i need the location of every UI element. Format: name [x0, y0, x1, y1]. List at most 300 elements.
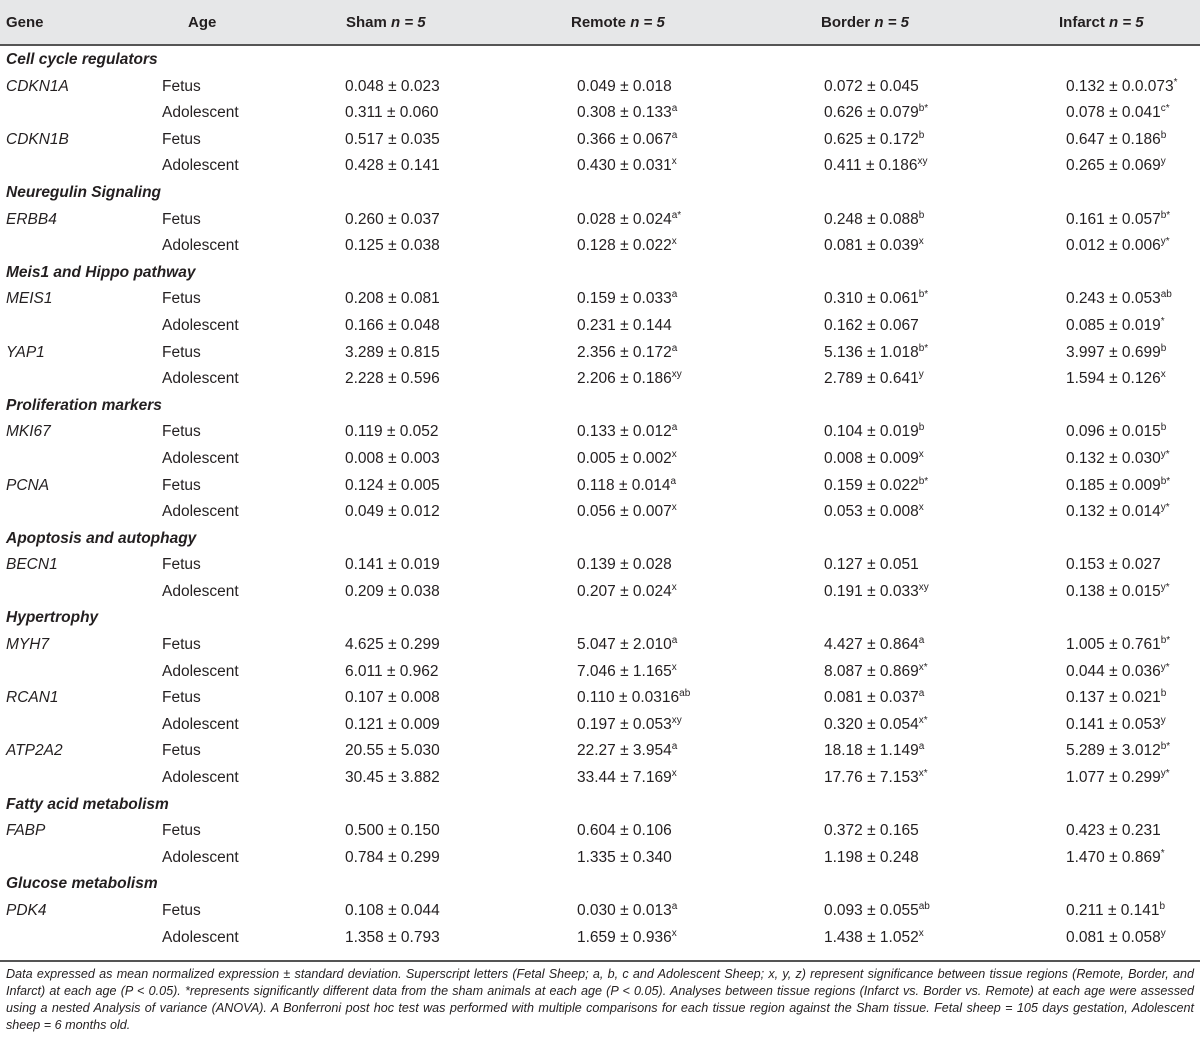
gene-cell	[6, 290, 53, 308]
gene-cell-value: FABP	[6, 822, 46, 840]
age-cell	[162, 370, 239, 388]
group-label: Glucose metabolism	[6, 875, 158, 893]
sham-cell	[345, 290, 440, 308]
border-cell-value: 0.008 ± 0.009	[824, 449, 919, 467]
significance-superscript: y*	[1160, 448, 1170, 460]
table-row	[0, 578, 1200, 605]
infarct-cell	[1066, 131, 1166, 149]
sham-cell	[345, 716, 440, 734]
age-cell-value: Fetus	[162, 343, 201, 361]
remote-cell-value: 0.005 ± 0.002	[577, 449, 672, 467]
gene-cell	[6, 423, 51, 441]
age-cell-value: Fetus	[162, 423, 201, 441]
significance-superscript: b	[1159, 901, 1166, 912]
significance-superscript: b*	[918, 475, 929, 487]
gene-cell	[6, 344, 45, 362]
age-cell-value: Adolescent	[162, 928, 239, 946]
border-cell	[824, 902, 930, 920]
group-header-row	[0, 179, 1200, 206]
significance-superscript: a	[671, 422, 678, 434]
significance-superscript: c*	[1160, 103, 1170, 115]
infarct-cell	[1066, 849, 1165, 867]
sham-cell-value: 0.311 ± 0.060	[345, 104, 439, 122]
remote-cell	[577, 716, 682, 734]
sham-cell	[345, 211, 440, 229]
significance-superscript: y	[1160, 156, 1166, 168]
group-header-row	[0, 870, 1200, 897]
sham-cell-value: 0.209 ± 0.038	[345, 582, 440, 600]
significance-superscript: a	[918, 688, 925, 700]
gene-cell	[6, 742, 63, 760]
border-cell	[824, 290, 928, 308]
age-cell	[162, 742, 201, 760]
sham-cell	[345, 477, 440, 495]
infarct-cell	[1066, 663, 1170, 681]
infarct-cell	[1066, 929, 1166, 947]
border-cell-value: 0.626 ± 0.079	[824, 104, 919, 122]
significance-superscript: a	[671, 741, 678, 753]
sham-cell	[345, 237, 440, 255]
table-row	[0, 924, 1200, 951]
age-cell	[162, 104, 239, 122]
infarct-cell-value: 0.138 ± 0.015	[1066, 582, 1161, 600]
significance-superscript: x	[918, 927, 924, 939]
age-cell	[162, 211, 201, 229]
table-row	[0, 418, 1200, 445]
sham-cell	[345, 636, 440, 654]
remote-cell	[577, 663, 677, 681]
sham-cell	[345, 344, 440, 362]
age-cell-value: Fetus	[162, 742, 201, 760]
significance-superscript: xy	[671, 714, 682, 726]
age-cell	[162, 689, 201, 707]
remote-cell	[577, 290, 677, 308]
infarct-cell	[1066, 822, 1161, 840]
remote-cell	[577, 237, 677, 255]
age-cell-value: Fetus	[162, 290, 201, 308]
border-cell-value: 0.053 ± 0.008	[824, 503, 919, 521]
sham-cell-value: 30.45 ± 3.882	[345, 769, 440, 787]
sham-cell	[345, 769, 440, 787]
border-cell	[824, 556, 919, 574]
age-cell-value: Adolescent	[162, 582, 239, 600]
group-header-row	[0, 392, 1200, 419]
table-bottom-rule	[0, 960, 1200, 962]
infarct-cell	[1066, 450, 1170, 468]
age-cell-value: Fetus	[162, 77, 201, 95]
infarct-cell	[1066, 211, 1170, 229]
infarct-cell-value: 0.137 ± 0.021	[1066, 689, 1161, 707]
significance-superscript: x	[671, 156, 677, 168]
header-sham: Sham n = 5	[346, 14, 426, 31]
table-body	[0, 46, 1200, 950]
remote-cell-value: 33.44 ± 7.169	[577, 769, 672, 787]
age-cell-value: Adolescent	[162, 104, 239, 122]
age-cell-value: Adolescent	[162, 316, 239, 334]
group-header-row	[0, 525, 1200, 552]
sham-cell	[345, 78, 440, 96]
remote-cell-value: 0.604 ± 0.106	[577, 822, 672, 840]
significance-superscript: x	[671, 927, 677, 939]
table-row	[0, 73, 1200, 100]
significance-superscript: b	[1160, 422, 1167, 434]
remote-cell	[577, 902, 677, 920]
remote-cell-value: 0.028 ± 0.024	[577, 210, 672, 228]
age-cell	[162, 849, 239, 867]
border-cell-value: 0.162 ± 0.067	[824, 316, 919, 334]
sham-cell-value: 1.358 ± 0.793	[345, 928, 440, 946]
age-cell-value: Adolescent	[162, 157, 239, 175]
sham-cell	[345, 689, 440, 707]
remote-cell	[577, 689, 690, 707]
gene-cell-value: CDKN1A	[6, 77, 69, 95]
significance-superscript: y*	[1160, 661, 1170, 673]
gene-cell-value: MEIS1	[6, 290, 53, 308]
remote-cell	[577, 849, 672, 867]
infarct-cell	[1066, 290, 1172, 308]
age-cell-value: Fetus	[162, 636, 201, 654]
sham-cell-value: 0.124 ± 0.005	[345, 476, 440, 494]
border-cell	[824, 477, 928, 495]
table-row	[0, 764, 1200, 791]
sham-cell	[345, 131, 440, 149]
infarct-cell	[1066, 503, 1170, 521]
infarct-cell-value: 0.081 ± 0.058	[1066, 928, 1161, 946]
sham-cell	[345, 370, 440, 388]
border-cell-value: 0.127 ± 0.051	[824, 556, 919, 574]
border-cell-value: 0.310 ± 0.061	[824, 290, 919, 308]
sham-cell-value: 0.121 ± 0.009	[345, 715, 440, 733]
group-label: Cell cycle regulators	[6, 51, 158, 68]
infarct-cell-value: 1.594 ± 0.126	[1066, 370, 1161, 388]
sham-cell-value: 0.784 ± 0.299	[345, 848, 440, 866]
border-cell	[824, 663, 928, 681]
significance-superscript: y	[918, 369, 924, 381]
age-cell-value: Adolescent	[162, 848, 239, 866]
significance-superscript: y*	[1160, 236, 1170, 248]
group-label: Apoptosis and autophagy	[6, 529, 197, 547]
remote-cell-value: 0.159 ± 0.033	[577, 290, 672, 308]
remote-cell-value: 2.356 ± 0.172	[577, 343, 672, 361]
sham-cell-value: 3.289 ± 0.815	[345, 343, 440, 361]
significance-superscript: xy	[918, 581, 929, 593]
age-cell-value: Fetus	[162, 130, 201, 148]
infarct-cell	[1066, 423, 1166, 441]
border-cell-value: 0.093 ± 0.055	[824, 902, 919, 919]
table-row	[0, 206, 1200, 233]
infarct-cell-value: 0.647 ± 0.186	[1066, 130, 1161, 148]
sham-cell	[345, 317, 440, 335]
significance-superscript: b	[918, 209, 925, 221]
infarct-cell	[1066, 902, 1165, 920]
significance-superscript: a	[671, 635, 678, 647]
table-row	[0, 232, 1200, 259]
table-row	[0, 658, 1200, 685]
significance-superscript: x	[1160, 369, 1166, 381]
table-row	[0, 99, 1200, 126]
table-footnote: Data expressed as mean normalized expression ± standard deviation. Superscript letters (Fetal Sheep; a, b, c and Adolescent Sheep; x, y, z) represent significance between tissue regions (Remote, Border, and Infarct) at each age (P < 0.05). *represents significantly different data from the sham animals at each age (P < 0.05). Analyses between tissue regions (Infarct vs. Border vs. Remote) at each age were assessed using a nested Analysis of variance (ANOVA). A Bonferroni post hoc test was performed with multiple comparisons for each tissue region against the Sham tissue. Fetal sheep = 105 days gestation, Adolescent sheep = 6 months old.	[6, 967, 1194, 1033]
gene-cell	[6, 822, 45, 840]
table-row	[0, 365, 1200, 392]
gene-cell-value: ERBB4	[6, 210, 57, 228]
gene-cell	[6, 689, 59, 707]
border-cell-value: 0.159 ± 0.022	[824, 476, 919, 494]
significance-superscript: y	[1160, 714, 1166, 726]
table-row	[0, 312, 1200, 339]
table-row	[0, 817, 1200, 844]
group-label: Fatty acid metabolism	[6, 795, 169, 813]
border-cell-value: 0.081 ± 0.037	[824, 689, 919, 707]
significance-superscript: x	[671, 502, 677, 514]
significance-superscript: x	[918, 448, 924, 460]
significance-superscript: x	[918, 502, 924, 514]
group-header-row	[0, 791, 1200, 818]
infarct-cell	[1066, 769, 1170, 787]
remote-cell	[577, 503, 677, 521]
sham-cell	[345, 583, 440, 601]
remote-cell-value: 0.133 ± 0.012	[577, 423, 672, 441]
border-cell	[824, 742, 924, 760]
group-label: Hypertrophy	[6, 609, 99, 627]
remote-cell	[577, 556, 672, 574]
sham-cell-value: 6.011 ± 0.962	[345, 662, 439, 680]
table-row	[0, 339, 1200, 366]
remote-cell	[577, 78, 672, 96]
sham-cell-value: 0.125 ± 0.038	[345, 237, 440, 255]
border-cell-value: 0.411 ± 0.186	[824, 157, 918, 175]
significance-superscript: a	[671, 342, 678, 354]
infarct-cell-value: 5.289 ± 3.012	[1066, 742, 1161, 760]
header-age: Age	[188, 14, 217, 31]
remote-cell	[577, 423, 677, 441]
remote-cell-value: 0.056 ± 0.007	[577, 503, 672, 521]
remote-cell-value: 2.206 ± 0.186	[577, 370, 672, 388]
sham-cell-value: 0.428 ± 0.141	[345, 157, 440, 175]
border-cell	[824, 78, 919, 96]
table-row	[0, 684, 1200, 711]
sham-cell-value: 0.048 ± 0.023	[345, 77, 440, 95]
infarct-cell-value: 0.044 ± 0.036	[1066, 662, 1161, 680]
age-cell	[162, 583, 239, 601]
table-row	[0, 498, 1200, 525]
border-cell	[824, 929, 924, 947]
age-cell	[162, 503, 239, 521]
remote-cell	[577, 929, 677, 947]
table-row	[0, 897, 1200, 924]
sham-cell-value: 0.049 ± 0.012	[345, 503, 440, 521]
table-row	[0, 152, 1200, 179]
remote-cell-value: 0.366 ± 0.067	[577, 130, 672, 148]
remote-cell-value: 0.308 ± 0.133	[577, 104, 672, 122]
infarct-cell-value: 0.185 ± 0.009	[1066, 476, 1161, 494]
infarct-cell	[1066, 78, 1178, 96]
age-cell	[162, 636, 201, 654]
remote-cell	[577, 822, 672, 840]
table-row	[0, 126, 1200, 153]
age-cell	[162, 450, 239, 468]
sham-cell	[345, 929, 440, 947]
infarct-cell-value: 0.132 ± 0.030	[1066, 449, 1161, 467]
remote-cell-value: 0.207 ± 0.024	[577, 582, 672, 600]
sham-cell	[345, 423, 439, 441]
gene-cell-value: CDKN1B	[6, 130, 69, 148]
border-cell	[824, 822, 919, 840]
significance-superscript: xy	[671, 369, 682, 381]
significance-superscript: b*	[1160, 475, 1171, 487]
table-row	[0, 631, 1200, 658]
age-cell-value: Fetus	[162, 556, 201, 574]
age-cell	[162, 237, 239, 255]
gene-cell-value: PCNA	[6, 476, 50, 494]
sham-cell	[345, 556, 440, 574]
significance-superscript: x	[671, 448, 677, 460]
sham-cell-value: 20.55 ± 5.030	[345, 742, 440, 760]
border-cell-value: 0.320 ± 0.054	[824, 715, 919, 733]
infarct-cell-value: 0.211 ± 0.141	[1066, 902, 1160, 919]
sham-cell	[345, 822, 440, 840]
sham-cell-value: 0.208 ± 0.081	[345, 290, 440, 308]
border-cell-value: 18.18 ± 1.149	[824, 742, 919, 760]
table-row	[0, 737, 1200, 764]
remote-cell-value: 0.139 ± 0.028	[577, 556, 672, 574]
border-cell-value: 1.198 ± 0.248	[824, 848, 919, 866]
table-row	[0, 711, 1200, 738]
age-cell	[162, 477, 201, 495]
gene-cell	[6, 78, 69, 96]
infarct-cell-value: 1.470 ± 0.869	[1066, 848, 1161, 866]
border-cell	[824, 583, 929, 601]
infarct-cell-value: 3.997 ± 0.699	[1066, 343, 1161, 361]
infarct-cell	[1066, 344, 1166, 362]
infarct-cell-value: 0.085 ± 0.019	[1066, 316, 1161, 334]
age-cell	[162, 929, 239, 947]
group-header-row	[0, 259, 1200, 286]
age-cell	[162, 290, 201, 308]
age-cell-value: Fetus	[162, 822, 201, 840]
significance-superscript: y*	[1160, 581, 1170, 593]
border-cell	[824, 716, 928, 734]
remote-cell	[577, 477, 676, 495]
border-cell	[824, 104, 928, 122]
remote-cell	[577, 157, 677, 175]
age-cell	[162, 663, 239, 681]
infarct-cell-value: 0.243 ± 0.053	[1066, 290, 1161, 308]
significance-superscript: a	[671, 103, 678, 115]
age-cell	[162, 78, 201, 96]
age-cell	[162, 556, 201, 574]
gene-cell-value: BECN1	[6, 556, 58, 574]
infarct-cell-value: 0.012 ± 0.006	[1066, 237, 1161, 255]
significance-superscript: ab	[918, 901, 930, 912]
remote-cell-value: 0.197 ± 0.053	[577, 715, 672, 733]
sham-cell	[345, 450, 440, 468]
border-cell	[824, 636, 924, 654]
age-cell	[162, 423, 201, 441]
sham-cell-value: 0.119 ± 0.052	[345, 423, 439, 441]
table-row	[0, 472, 1200, 499]
infarct-cell-value: 0.132 ± 0.0.073	[1066, 77, 1174, 95]
border-cell	[824, 370, 924, 388]
gene-cell-value: RCAN1	[6, 689, 59, 707]
age-cell	[162, 716, 239, 734]
border-cell-value: 0.625 ± 0.172	[824, 130, 919, 148]
significance-superscript: a	[918, 741, 925, 753]
remote-cell-value: 1.335 ± 0.340	[577, 848, 672, 866]
remote-cell	[577, 131, 677, 149]
gene-cell-value: MYH7	[6, 636, 50, 654]
significance-superscript: b*	[918, 342, 929, 354]
infarct-cell-value: 0.423 ± 0.231	[1066, 822, 1161, 840]
border-cell-value: 2.789 ± 0.641	[824, 370, 919, 388]
significance-superscript: x	[918, 236, 924, 248]
significance-superscript: *	[1173, 76, 1178, 88]
remote-cell-value: 7.046 ± 1.165	[577, 662, 672, 680]
sham-cell-value: 0.260 ± 0.037	[345, 210, 440, 228]
border-cell-value: 5.136 ± 1.018	[824, 343, 919, 361]
gene-cell-value: MKI67	[6, 423, 51, 441]
gene-cell	[6, 477, 49, 495]
remote-cell-value: 0.030 ± 0.013	[577, 902, 672, 919]
gene-cell-value: PDK4	[6, 902, 47, 919]
significance-superscript: a	[918, 635, 925, 647]
sham-cell-value: 4.625 ± 0.299	[345, 636, 440, 654]
significance-superscript: b*	[1160, 209, 1171, 221]
remote-cell	[577, 450, 677, 468]
significance-superscript: x	[671, 661, 677, 673]
infarct-cell	[1066, 689, 1166, 707]
border-cell	[824, 157, 928, 175]
gene-cell	[6, 902, 47, 920]
table-row	[0, 285, 1200, 312]
header-remote: Remote n = 5	[571, 14, 665, 31]
significance-superscript: b*	[1160, 741, 1171, 753]
infarct-cell	[1066, 583, 1170, 601]
border-cell	[824, 769, 928, 787]
gene-cell-value: YAP1	[6, 343, 45, 361]
remote-cell-value: 0.231 ± 0.144	[577, 316, 672, 334]
infarct-cell	[1066, 636, 1170, 654]
significance-superscript: b	[918, 422, 925, 434]
sham-cell	[345, 902, 440, 920]
infarct-cell	[1066, 556, 1161, 574]
sham-cell	[345, 849, 440, 867]
group-label: Neuregulin Signaling	[6, 183, 162, 201]
group-label: Proliferation markers	[6, 396, 162, 414]
infarct-cell-value: 0.161 ± 0.057	[1066, 210, 1161, 228]
table-row	[0, 844, 1200, 871]
border-cell-value: 8.087 ± 0.869	[824, 662, 919, 680]
remote-cell	[577, 344, 677, 362]
infarct-cell-value: 0.132 ± 0.014	[1066, 503, 1161, 521]
significance-superscript: a*	[671, 209, 682, 221]
age-cell-value: Adolescent	[162, 370, 239, 388]
sham-cell-value: 0.107 ± 0.008	[345, 689, 440, 707]
gene-cell	[6, 211, 57, 229]
remote-cell	[577, 317, 672, 335]
significance-superscript: a	[670, 475, 677, 487]
infarct-cell-value: 0.078 ± 0.041	[1066, 104, 1161, 122]
group-header-row	[0, 604, 1200, 631]
remote-cell	[577, 370, 682, 388]
border-cell	[824, 237, 924, 255]
infarct-cell-value: 1.005 ± 0.761	[1066, 636, 1161, 654]
significance-superscript: y*	[1160, 768, 1170, 780]
significance-superscript: *	[1160, 315, 1165, 327]
age-cell-value: Adolescent	[162, 503, 239, 521]
infarct-cell-value: 0.265 ± 0.069	[1066, 157, 1161, 175]
border-cell	[824, 317, 919, 335]
age-cell	[162, 344, 201, 362]
